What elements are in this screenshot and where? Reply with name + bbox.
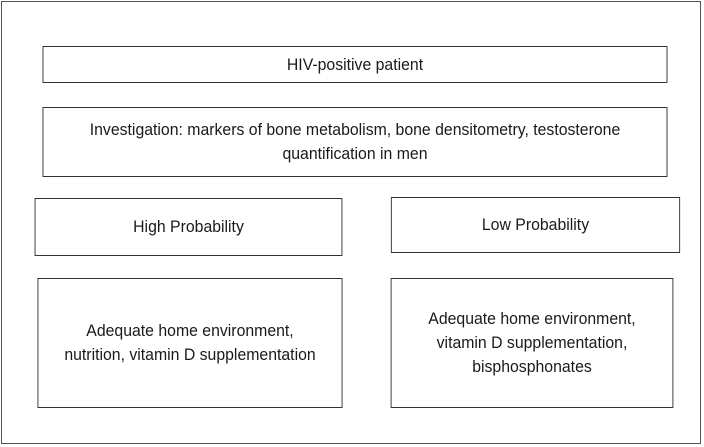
investigation-line-2: quantification in men [282,144,428,163]
high-probability-actions-box [37,278,342,408]
low-probability-label: Low Probability [481,215,590,234]
low-probability-actions-box [391,278,674,408]
high-actions-line-2: nutrition, vitamin D supplementation [64,345,316,364]
patient-label: HIV-positive patient [286,54,424,74]
high-probability-actions-text [64,319,315,367]
investigation-box [43,107,668,177]
investigation-line-1: Investigation: markers of bone metabolism, bone densitometry, testosterone [89,120,621,139]
low-actions-line-3: bisphosphonates [472,357,592,376]
patient-box [43,46,668,83]
investigation-text [90,118,620,166]
high-probability-box [35,198,343,256]
low-probability-box [391,197,680,253]
low-actions-line-2: vitamin D supplementation, [436,333,628,352]
high-probability-label: High Probability [133,217,244,236]
low-actions-line-1: Adequate home environment, [428,309,636,328]
low-probability-actions-text [428,307,635,379]
high-actions-line-1: Adequate home environment, [86,321,294,340]
